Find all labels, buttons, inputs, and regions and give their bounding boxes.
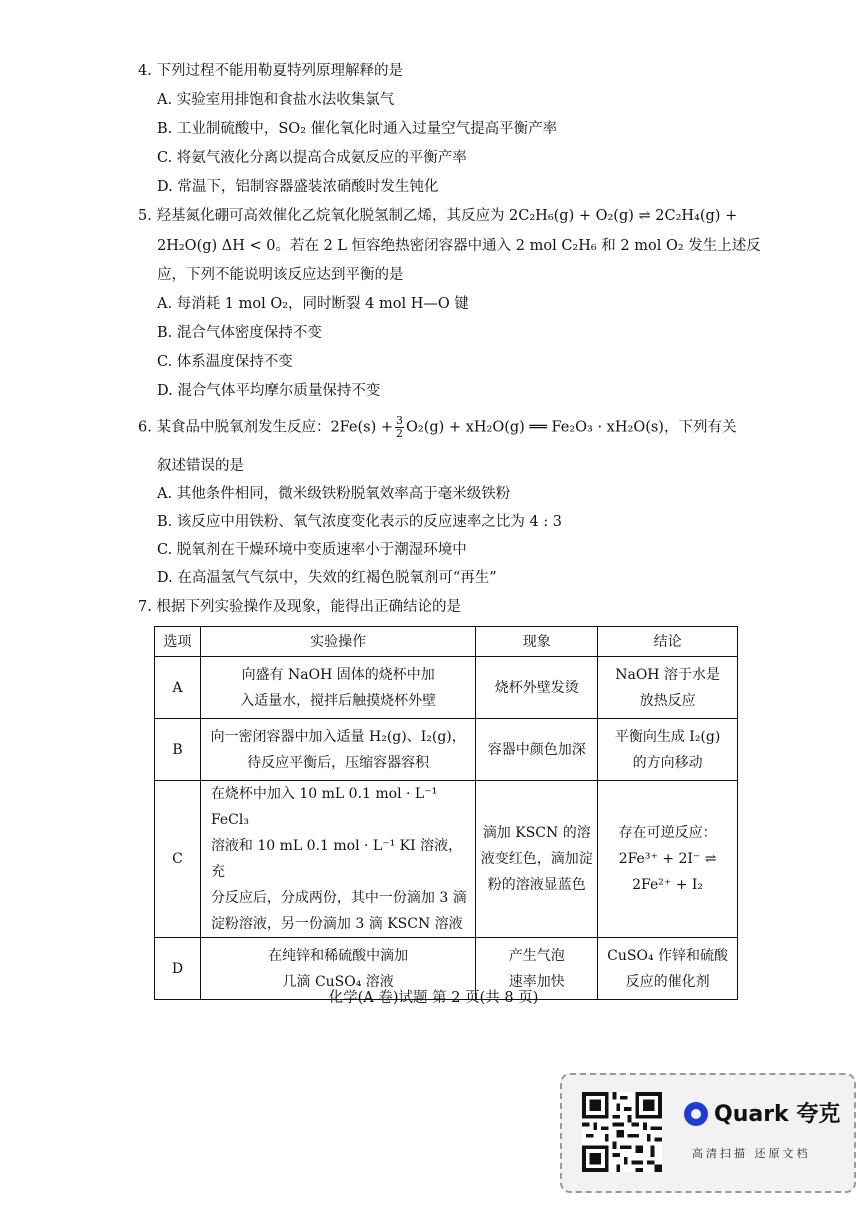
q4-option-a: A. 实验室用排饱和食盐水法收集氯气 (157, 92, 395, 108)
phenomenon-line: 容器中颜色加深 (487, 741, 586, 758)
phenomenon-line: 产生气泡 (508, 947, 565, 964)
badge-tagline: 高清扫描 还原文档 (692, 1147, 811, 1160)
q6-fraction (395, 415, 404, 440)
row-operation (200, 657, 475, 719)
q5-option-a: A. 每消耗 1 mol O₂，同时断裂 4 mol H—O 键 (157, 296, 469, 312)
conclusion-line: CuSO₄ 作锌和硫酸 (607, 947, 729, 964)
phenomenon-line: 粉的溶液显蓝色 (487, 877, 586, 893)
row-phenomenon (476, 657, 598, 719)
operation-line: 淀粉溶液，另一份滴加 3 滴 KSCN 溶液 (210, 916, 463, 932)
q4-stem: 4. 下列过程不能用勒夏特列原理解释的是 (138, 63, 403, 79)
row-operation (200, 719, 475, 781)
quark-badge[interactable] (560, 1073, 856, 1193)
conclusion-line: 存在可逆反应： (618, 825, 717, 841)
table-row (155, 781, 738, 938)
q4-option-d: D. 常温下，铝制容器盛装浓硝酸时发生钝化 (157, 179, 439, 195)
page-footer: 化学(A 卷)试题 第 2 页(共 8 页) (328, 990, 539, 1006)
header-option: 选项 (155, 627, 201, 657)
phenomenon-line: 液变红色，滴加淀 (480, 851, 593, 867)
row-conclusion (598, 781, 738, 938)
q4-option-b: B. 工业制硫酸中，SO₂ 催化氧化时通入过量空气提高平衡产率 (157, 121, 558, 137)
brand-name: Quark 夸克 (714, 1102, 841, 1127)
table-header-row (155, 627, 738, 657)
header-conclusion: 结论 (598, 627, 738, 657)
q5-option-b: B. 混合气体密度保持不变 (157, 325, 322, 341)
q6-fraction-numerator: 3 (396, 414, 404, 427)
q4-option-c: C. 将氨气液化分离以提高合成氨反应的平衡产率 (157, 150, 467, 166)
conclusion-line: 反应的催化剂 (625, 973, 710, 990)
operation-line: 向盛有 NaOH 固体的烧杯中加 (241, 666, 435, 683)
operation-line: 溶液和 10 mL 0.1 mol · L⁻¹ KI 溶液，充 (210, 838, 463, 880)
q6-option-b: B. 该反应中用铁粉、氧气浓度变化表示的反应速率之比为 4 : 3 (157, 514, 563, 530)
row-conclusion (598, 657, 738, 719)
q5-stem-line3: 应，下列不能说明该反应达到平衡的是 (157, 267, 404, 283)
q5-stem-line2: 2H₂O(g) ΔH < 0。若在 2 L 恒容绝热密闭容器中通入 2 mol C₂H₆ 和 2 mol O₂ 发生上述反 (157, 238, 761, 254)
conclusion-line: 的方向移动 (632, 754, 703, 771)
header-phenomenon: 现象 (476, 627, 598, 657)
q6-option-d: D. 在高温氢气气氛中，失效的红褐色脱氧剂可“再生” (157, 570, 497, 586)
header-operation: 实验操作 (200, 627, 475, 657)
q6-stem-pre: 6. 某食品中脱氧剂发生反应：2Fe(s) + (138, 419, 394, 436)
row-option: A (155, 657, 201, 719)
operation-line: 分反应后，分成两份，其中一份滴加 3 滴 (210, 890, 467, 906)
q6-stem-post: O₂(g) + xH₂O(g) ══ Fe₂O₃ · xH₂O(s)，下列有关 (406, 419, 737, 436)
row-operation (200, 781, 475, 938)
operation-line: 入适量水，搅拌后触摸烧杯外壁 (240, 692, 437, 709)
q6-stem-line2: 叙述错误的是 (157, 458, 244, 474)
phenomenon-line: 滴加 KSCN 的溶 (482, 825, 591, 841)
quark-logo (684, 1097, 840, 1128)
q5-option-c: C. 体系温度保持不变 (157, 354, 293, 370)
operation-line: 在烧杯中加入 10 mL 0.1 mol · L⁻¹ FeCl₃ (210, 786, 438, 828)
operation-line: 向一密闭容器中加入适量 H₂(g)、I₂(g)， (210, 728, 466, 745)
conclusion-line: 2Fe²⁺ + I₂ (632, 877, 704, 893)
conclusion-line: 放热反应 (639, 692, 696, 709)
row-option: C (155, 781, 201, 938)
q6-stem-line1 (138, 415, 736, 440)
operation-line: 在纯锌和稀硫酸中滴加 (268, 947, 409, 964)
q6-option-c: C. 脱氧剂在干燥环境中变质速率小于潮湿环境中 (157, 542, 467, 558)
row-option: B (155, 719, 201, 781)
operation-line: 几滴 CuSO₄ 溶液 (282, 973, 394, 990)
quark-logo-icon (684, 1102, 708, 1126)
conclusion-line: NaOH 溶于水是 (615, 666, 720, 683)
q6-fraction-denominator: 2 (396, 427, 404, 440)
experiment-table (154, 626, 738, 1000)
table-row (155, 657, 738, 719)
q6-option-a: A. 其他条件相同，微米级铁粉脱氧效率高于毫米级铁粉 (157, 486, 511, 502)
qr-code-icon[interactable] (582, 1092, 662, 1172)
conclusion-line: 平衡向生成 I₂(g) (614, 728, 721, 745)
q5-stem-line1: 5. 羟基氮化硼可高效催化乙烷氧化脱氢制乙烯，其反应为 2C₂H₆(g) + O₂(g) ⇌ 2C₂H₄(g) + (138, 208, 738, 224)
q7-stem: 7. 根据下列实验操作及现象，能得出正确结论的是 (138, 599, 461, 615)
row-conclusion (598, 719, 738, 781)
phenomenon-line: 速率加快 (508, 973, 565, 990)
table-row (155, 719, 738, 781)
row-phenomenon (476, 781, 598, 938)
row-phenomenon (476, 719, 598, 781)
q5-option-d: D. 混合气体平均摩尔质量保持不变 (157, 383, 381, 399)
phenomenon-line: 烧杯外壁发烫 (494, 679, 579, 696)
row-option: D (155, 938, 201, 1000)
conclusion-line: 2Fe³⁺ + 2I⁻ ⇌ (618, 851, 717, 867)
operation-line: 待反应平衡后，压缩容器容积 (247, 754, 430, 771)
